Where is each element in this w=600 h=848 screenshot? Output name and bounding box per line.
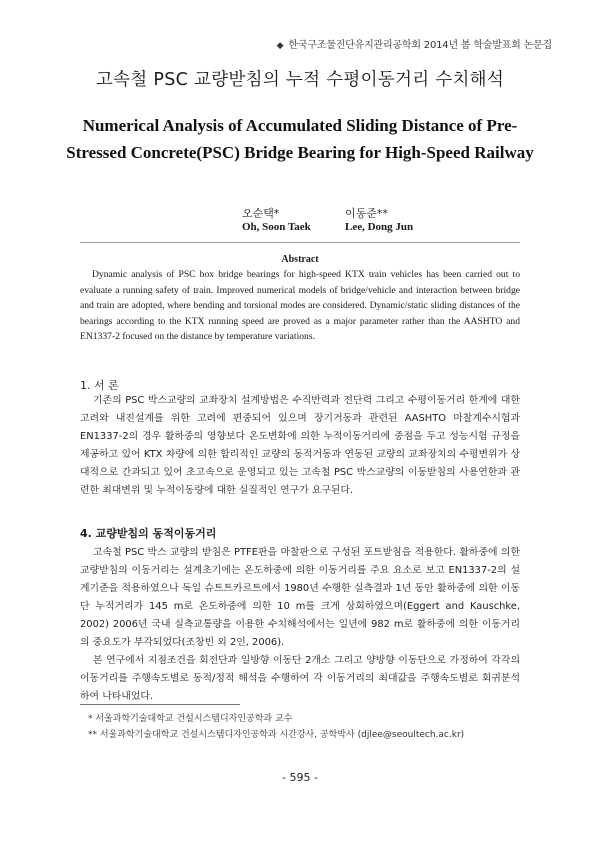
diamond-icon: ◆: [276, 41, 284, 51]
running-header: [277, 36, 552, 51]
paragraph: 기존의 PSC 박스교량의 교좌장치 설계방법은 수직반력과 전단력 그리고 수평이동거리 한계에 대한 고려와 내진설계를 위한 고려에 편중되어 있으며 장기거동과 관련된 AASHTO 마찰계수시험과 EN1337-2의 경우 활하중의 영향보다 온도변화에 의한 누적이동거리에 중점을 두고 성능시험 규정을 제공하고 있어 KTX 차량에 의한 합리적인 교량의 동적거동과 연동된 교량의 교좌장치의 수평변위가 상대적으로 간과되고 있어 초고속으로 운영되고 있는 고속철 PSC 박스교량의 이동받침의 사용연한과 관련한 최대변위 및 누적이동량에 대한 실질적인 연구가 요구된다.: [80, 395, 520, 496]
abstract-text: Dynamic analysis of PSC box bridge bearings for high-speed KTX train vehicles has been carried out to evaluate a running safety of train. Improved numerical models of bridge/vehicle and interaction between bridge and train are adopted, where bending and torsional modes are considered. Dynamic/static sliding distances of the bearings according to the KTX running speed are proved as a major parameter rather than the AASHTO and EN1337-2 focused on the distance by temperature variations.: [80, 269, 520, 343]
footnotes: [88, 711, 518, 743]
title-korean: 고속철 PSC 교량받침의 누적 수평이동거리 수치해석: [95, 70, 505, 90]
author-2-name-ko: 이동준**: [345, 207, 388, 220]
author-1-name-en: Oh, Soon Taek: [242, 221, 311, 233]
author-1-name-ko: 오순택*: [242, 207, 280, 220]
footnote-2: ** 서울과학기술대학교 건설시스템디자인공학과 시간강사, 공학박사 (djlee@seoultech.ac.kr): [88, 730, 465, 740]
paragraph: 고속철 PSC 박스 교량의 받침은 PTFE판을 마찰판으로 구성된 포트받침을 적용한다. 활하중에 의한 교량받침의 이동거리는 설계초기에는 온도하중에 의한 이동거리를 주요 요소로 보고 EN1337-2의 설계기준을 적용하였으나 독일 슈트트카르트에서 1980년 수행한 실측결과 1년 동안 활하중에 의한 이동단 누적거리가 145 m로 온도하중에 의한 10 m를 크게 상회하였으며(Eggert and Kauschke, 2002) 2006년 국내 실측교통량을 이용한 수치해석에서는 일년에 982 m로 활하중에 의한 이동거리의 중요도가 부각되었다(조창빈 외 2인, 2006).: [80, 547, 520, 648]
footnote-divider: [80, 704, 240, 705]
paragraph: 본 연구에서 지점조건을 회전단과 일방향 이동단 2개소 그리고 양방향 이동단으로 가정하여 각각의 이동거리를 주행속도별로 동적/정적 해석을 수행하여 각 이동거리의 최대값을 주행속도별로 회귀분석하여 나타내었다.: [80, 655, 520, 702]
abstract-heading: Abstract: [281, 254, 319, 265]
section-4-body: [80, 544, 520, 706]
footnote-1: * 서울과학기술대학교 건설시스템디자인공학과 교수: [88, 714, 293, 724]
page-number: - 595 -: [282, 771, 318, 784]
section-1-title: 1. 서 론: [80, 379, 119, 392]
author-2-name-en: Lee, Dong Jun: [345, 221, 414, 233]
section-1-body: [80, 392, 520, 500]
title-english: Numerical Analysis of Accumulated Sliding Distance of Pre-Stressed Concrete(PSC) Bridge Bearing for High-Speed Railway: [66, 116, 534, 162]
section-4-title: 4. 교량받침의 동적이동거리: [80, 527, 217, 540]
header-text: 한국구조물진단유지관리공학회 2014년 봄 학술발표회 논문집: [288, 40, 552, 51]
divider: [80, 242, 520, 243]
